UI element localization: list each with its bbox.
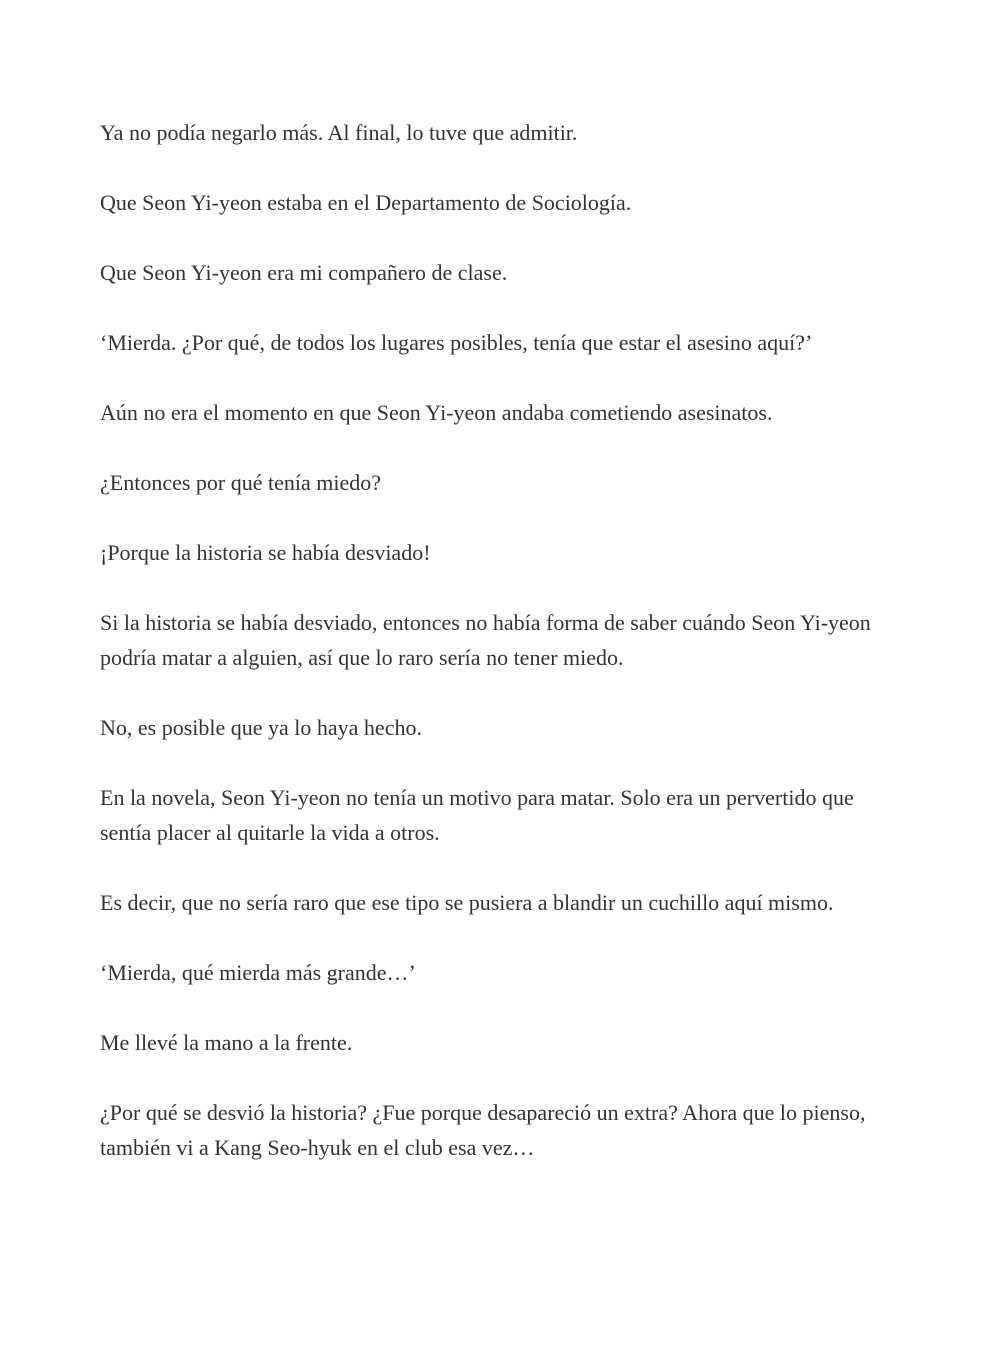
paragraph: Aún no era el momento en que Seon Yi-yeon andaba cometiendo asesinatos.: [100, 400, 773, 425]
paragraph: Ya no podía negarlo más. Al final, lo tuve que admitir.: [100, 120, 578, 145]
paragraph: Me llevé la mano a la frente.: [100, 1030, 353, 1055]
paragraph: Es decir, que no sería raro que ese tipo se pusiera a blandir un cuchillo aquí mismo.: [100, 890, 834, 915]
paragraph: ‘Mierda, qué mierda más grande…’: [100, 960, 416, 985]
paragraph: En la novela, Seon Yi-yeon no tenía un motivo para matar. Solo era un pervertido que sentía placer al quitarle la vida a otros.: [100, 785, 854, 845]
paragraph: ¿Por qué se desvió la historia? ¿Fue porque desapareció un extra? Ahora que lo pienso, también vi a Kang Seo-hyuk en el club esa vez…: [100, 1100, 866, 1160]
paragraph: No, es posible que ya lo haya hecho.: [100, 715, 422, 740]
paragraph: ¿Entonces por qué tenía miedo?: [100, 470, 382, 495]
paragraph: ¡Porque la historia se había desviado!: [100, 540, 431, 565]
paragraph: Que Seon Yi-yeon estaba en el Departamento de Sociología.: [100, 190, 632, 215]
paragraph: Si la historia se había desviado, entonces no había forma de saber cuándo Seon Yi-yeon podría matar a alguien, así que lo raro sería no tener miedo.: [100, 610, 871, 670]
text-content: [100, 115, 900, 1165]
paragraph: ‘Mierda. ¿Por qué, de todos los lugares posibles, tenía que estar el asesino aquí?’: [100, 330, 813, 355]
paragraph: Que Seon Yi-yeon era mi compañero de clase.: [100, 260, 508, 285]
